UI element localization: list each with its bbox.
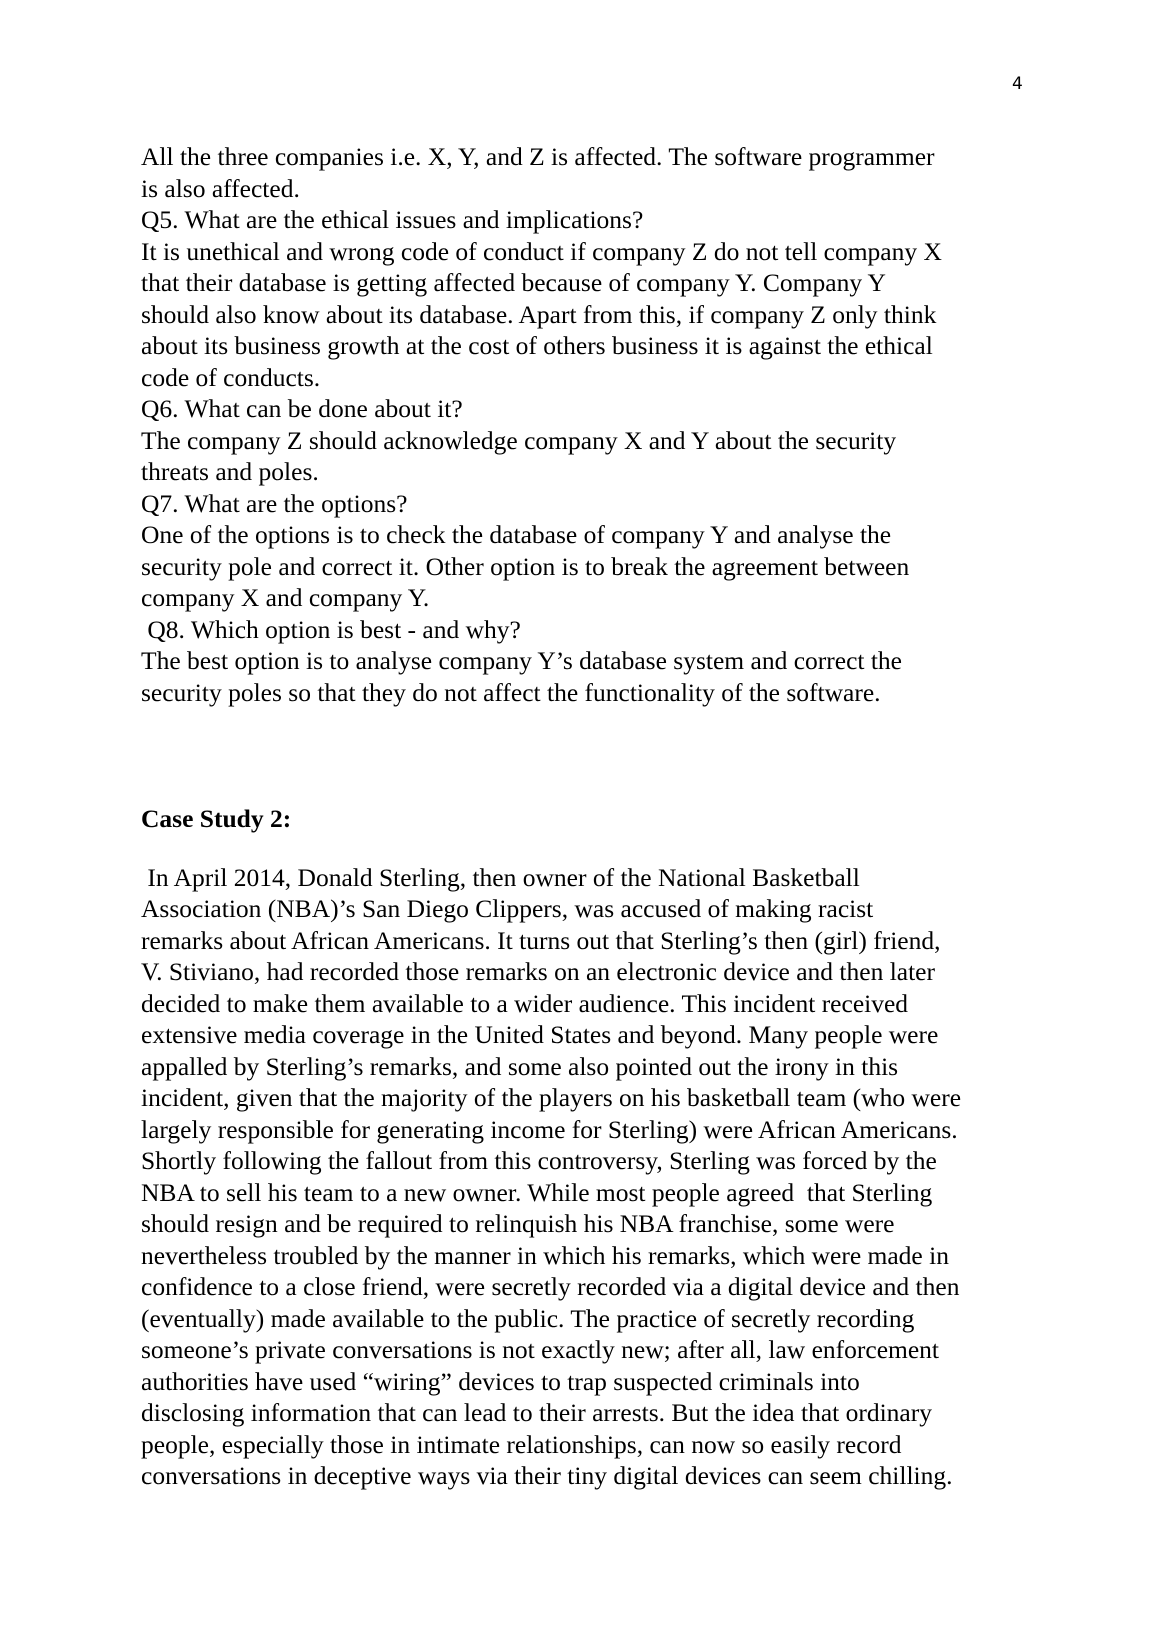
text-line: Shortly following the fallout from this controversy, Sterling was forced by the — [141, 1146, 937, 1175]
text-line: threats and poles. — [141, 457, 319, 486]
text-line: The company Z should acknowledge company X and Y about the security — [141, 425, 897, 455]
text-line: It is unethical and wrong code of conduct if company Z do not tell company X — [141, 236, 942, 266]
document-body — [141, 141, 1041, 1492]
text-line: (eventually) made available to the public. The practice of secretly recording — [141, 1303, 915, 1333]
text-line: NBA to sell his team to a new owner. While most people agreed that Sterling — [141, 1177, 933, 1207]
answers-section — [141, 141, 1041, 708]
text-line: The best option is to analyse company Y’s database system and correct the — [141, 646, 903, 675]
text-line: conversations in deceptive ways via their tiny digital devices can seem chilling. — [141, 1461, 953, 1490]
spacer — [141, 708, 1041, 803]
text-line: security poles so that they do not affect the functionality of the software. — [141, 677, 881, 707]
text-line: In April 2014, Donald Sterling, then owner of the National Basketball — [141, 862, 860, 892]
text-line: people, especially those in intimate relationships, can now so easily record — [141, 1429, 902, 1459]
text-line: extensive media coverage in the United States and beyond. Many people were — [141, 1020, 939, 1049]
text-line: code of conducts. — [141, 362, 321, 392]
text-line: decided to make them available to a wider audience. This incident received — [141, 988, 909, 1018]
question-q5: Q5. What are the ethical issues and implications? — [141, 205, 644, 234]
text-line: remarks about African Americans. It turns out that Sterling’s then (girl) friend, — [141, 925, 941, 955]
text-line: largely responsible for generating income for Sterling) were African Americans. — [141, 1114, 958, 1144]
question-q6: Q6. What can be done about it? — [141, 394, 463, 423]
text-line: disclosing information that can lead to their arrests. But the idea that ordinary — [141, 1398, 932, 1427]
question-q8: Q8. Which option is best - and why? — [141, 614, 521, 644]
question-q7: Q7. What are the options? — [141, 488, 408, 518]
text-line: should also know about its database. Apart from this, if company Z only think — [141, 299, 937, 329]
text-line: All the three companies i.e. X, Y, and Z is affected. The software programmer — [141, 142, 935, 171]
text-line: about its business growth at the cost of others business it is against the ethical — [141, 331, 933, 360]
text-line: Association (NBA)’s San Diego Clippers, was accused of making racist — [141, 894, 874, 923]
text-line: confidence to a close friend, were secretly recorded via a digital device and then — [141, 1272, 960, 1301]
text-line: should resign and be required to relinquish his NBA franchise, some were — [141, 1209, 895, 1238]
page-number: 4 — [1012, 74, 1023, 94]
spacer — [141, 835, 1041, 862]
case-study-heading: Case Study 2: — [141, 804, 292, 833]
text-line: One of the options is to check the database of company Y and analyse the — [141, 520, 892, 549]
text-line: incident, given that the majority of the players on his basketball team (who were — [141, 1083, 962, 1112]
text-line: security pole and correct it. Other option is to break the agreement between — [141, 551, 910, 581]
text-line: authorities have used “wiring” devices to trap suspected criminals into — [141, 1366, 860, 1396]
text-line: appalled by Sterling’s remarks, and some also pointed out the irony in this — [141, 1051, 899, 1081]
text-line: is also affected. — [141, 173, 300, 203]
text-line: V. Stiviano, had recorded those remarks on an electronic device and then later — [141, 957, 935, 986]
text-line: someone’s private conversations is not exactly new; after all, law enforcement — [141, 1335, 940, 1364]
text-line: that their database is getting affected because of company Y. Company Y — [141, 268, 886, 297]
case-study-paragraph — [141, 862, 1041, 1492]
text-line: company X and company Y. — [141, 583, 430, 612]
text-line: nevertheless troubled by the manner in which his remarks, which were made in — [141, 1240, 949, 1270]
